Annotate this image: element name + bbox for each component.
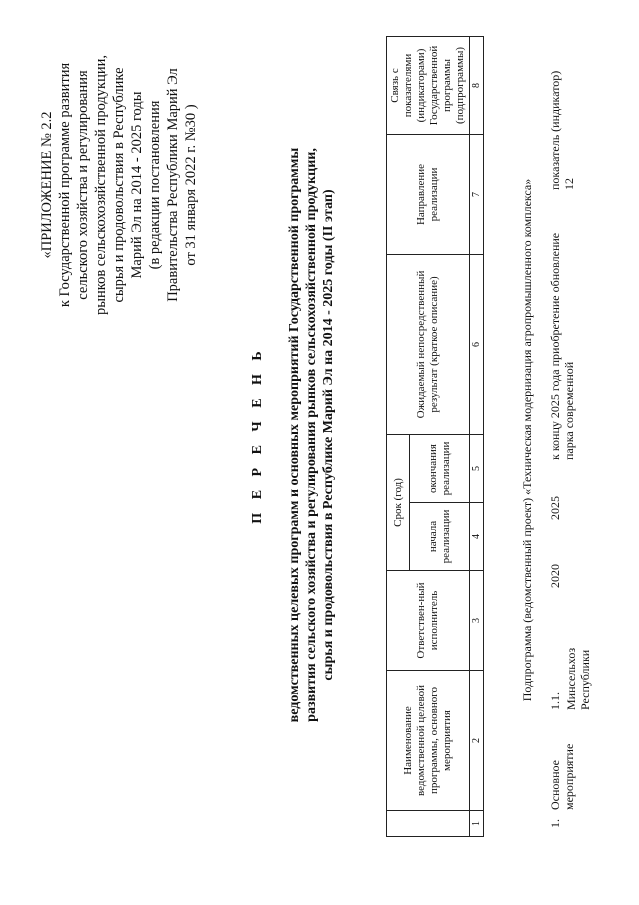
- col-executor-header: Ответствен-ный исполнитель: [387, 571, 470, 671]
- row-result: к концу 2025 года приобретение обновление парка современной: [548, 232, 576, 460]
- col-start-header: начала реализации: [410, 503, 470, 571]
- col-number: 1: [470, 811, 484, 837]
- col-term-header: Срок (год): [387, 435, 410, 571]
- col-result-header: Ожидаемый непосредственный результат (краткое описание): [387, 255, 470, 435]
- heading-line: ведомственных целевых программ и основных мероприятий Государственной программы: [287, 147, 302, 723]
- appendix-line: «ПРИЛОЖЕНИЕ № 2.2: [39, 111, 55, 259]
- col-number: 2: [470, 671, 484, 811]
- col-direction-header: Направление реализации: [387, 135, 470, 255]
- row-name: Основное мероприятие: [548, 743, 576, 810]
- row-end-year: 2025: [548, 496, 562, 520]
- col-number: 6: [470, 255, 484, 435]
- appendix-note: [38, 20, 200, 350]
- col-number: 8: [470, 37, 484, 135]
- appendix-line: сырья и продовольствия в Республике: [111, 67, 127, 303]
- document-heading: [250, 55, 337, 815]
- col-number: 5: [470, 435, 484, 503]
- appendix-line: Правительства Республики Марий Эл: [165, 68, 181, 302]
- col-number: 4: [470, 503, 484, 571]
- table-row: [548, 60, 592, 828]
- col-num-header: [387, 811, 470, 837]
- table-body: [520, 60, 592, 828]
- appendix-line: (в редакции постановления: [147, 100, 163, 270]
- heading-line: развития сельского хозяйства и регулирования рынков сельскохозяйственной продукции,: [304, 148, 319, 722]
- row-number: 1.: [548, 819, 562, 828]
- header-table: [386, 36, 484, 837]
- subprogram-title: Подпрограмма (ведомственный проект) «Техническая модернизация агропромышленного комплекса»: [520, 178, 534, 702]
- row-sub-number: 1.1.: [548, 692, 562, 710]
- col-number: 3: [470, 571, 484, 671]
- appendix-line: рынков сельскохозяйственной продукции,: [93, 55, 109, 315]
- col-link-header: Связь с показателями (индикаторами) Государственной программы (подпрограммы): [387, 37, 470, 135]
- appendix-line: от 31 января 2022 г. №30 ): [183, 104, 199, 266]
- appendix-line: Марий Эл на 2014 - 2025 годы: [129, 91, 145, 279]
- heading-title: П Е Р Е Ч Е Н Ь: [250, 346, 265, 524]
- row-indicator: показатель (индикатор) 12: [548, 70, 576, 190]
- col-end-header: окончания реализации: [410, 435, 470, 503]
- appendix-line: сельского хозяйства и регулирования: [75, 70, 91, 300]
- appendix-line: к Государственной программе развития: [57, 62, 73, 308]
- heading-line: сырья и продовольствия в Республике Марий Эл на 2014 - 2025 годы (II этап): [321, 189, 336, 681]
- row-executor: Минсельхоз Республики: [564, 647, 592, 710]
- row-start-year: 2020: [548, 564, 562, 588]
- col-name-header: Наименование ведомственной целевой программы, основного мероприятия: [387, 671, 470, 811]
- col-number: 7: [470, 135, 484, 255]
